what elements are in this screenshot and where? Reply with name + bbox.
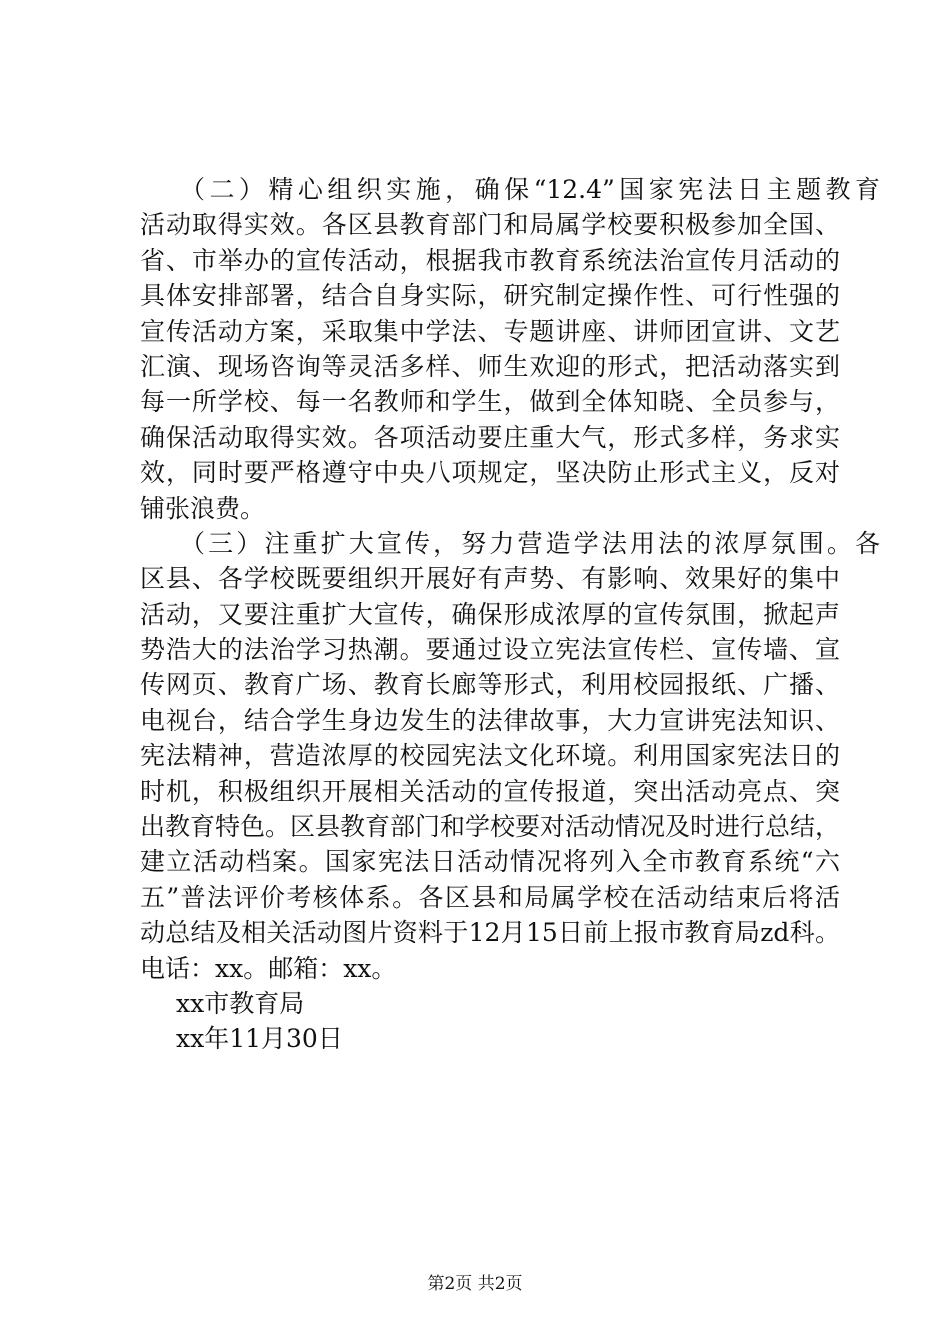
page-number-footer: 第2页 共2页 [427,1274,523,1294]
paragraph-2-line: 活动取得实效。各区县教育部门和局属学校要积极参加全国、 [140,210,840,240]
paragraph-2-line: 确保活动取得实效。各项活动要庄重大气，形式多样，务求实 [140,422,840,452]
paragraph-3-line: 出教育特色。区县教育部门和学校要对活动情况及时进行总结， [140,812,840,842]
document-body [140,172,880,1057]
paragraph-2-line: 效，同时要严格遵守中央八项规定，坚决防止形式主义，反对 [140,458,840,488]
paragraph-3-line: 电话：xx。邮箱：xx。 [140,953,397,983]
paragraph-3-line: 五”普法评价考核体系。各区县和局属学校在活动结束后将活 [140,882,840,912]
paragraph-2-line: 具体安排部署，结合自身实际，研究制定操作性、可行性强的 [140,281,840,311]
paragraph-3-line: 建立活动档案。国家宪法日活动情况将列入全市教育系统“六 [140,847,840,877]
paragraph-3-line: 时机，积极组织开展相关活动的宣传报道，突出活动亮点、突 [140,776,840,806]
paragraph-3-line: 动总结及相关活动图片资料于12月15日前上报市教育局zd科。 [140,918,840,948]
paragraph-3-line: 宪法精神，营造浓厚的校园宪法文化环境。利用国家宪法日的 [140,741,840,771]
paragraph-3-line: 区县、各学校既要组织开展好有声势、有影响、效果好的集中 [140,564,840,594]
paragraph-2-line: 汇演、现场咨询等灵活多样、师生欢迎的形式，把活动落实到 [140,351,840,381]
paragraph-3-line: 势浩大的法治学习热潮。要通过设立宪法宣传栏、宣传墙、宣 [140,635,840,665]
paragraph-2-line: 每一所学校、每一名教师和学生，做到全体知晓、全员参与， [140,387,840,417]
signature-organization: xx市教育局 [176,988,305,1018]
paragraph-3-line: （三）注重扩大宣传，努力营造学法用法的浓厚氛围。各 [180,528,880,558]
paragraph-2-line: 铺张浪费。 [140,493,266,523]
paragraph-3-line: 电视台，结合学生身边发生的法律故事，大力宣讲宪法知识、 [140,705,840,735]
signature-date: xx年11月30日 [176,1024,343,1054]
paragraph-2-line: 省、市举办的宣传活动，根据我市教育系统法治宣传月活动的 [140,245,840,275]
paragraph-2-line: 宣传活动方案，采取集中学法、专题讲座、讲师团宣讲、文艺 [140,316,840,346]
paragraph-3-line: 传网页、教育广场、教育长廊等形式，利用校园报纸、广播、 [140,670,840,700]
paragraph-2-line: （二）精心组织实施，确保“12.4”国家宪法日主题教育 [180,175,880,204]
paragraph-3-line: 活动，又要注重扩大宣传，确保形成浓厚的宣传氛围，掀起声 [140,599,840,629]
